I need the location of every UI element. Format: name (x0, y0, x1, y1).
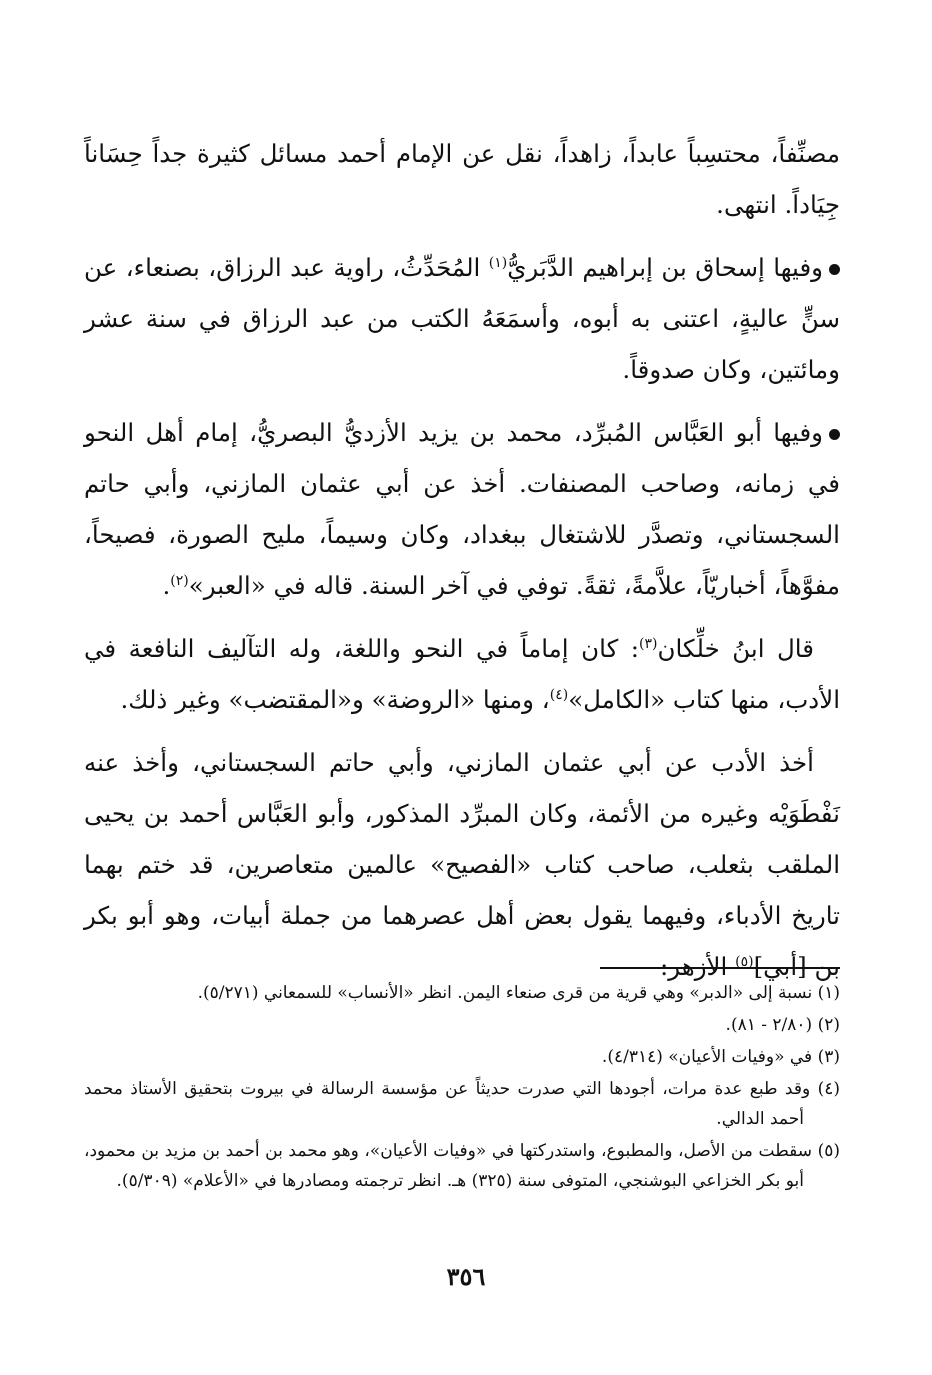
footnote-2: (٢) (٢/٨٠ - ٨١). (725, 1015, 840, 1035)
footnotes (84, 978, 840, 1198)
paragraph-3-text-a: وفيها أبو العَبَّاس المُبرِّد، محمد بن يزيد الأزديُّ البصريُّ، إمام أهل النحو في زمانه، وصاحب المصنفات. أخذ عن أبي عثمان المازني، وأبي حاتم السجستاني، وتصدَّر للاشتغال ببغداد، وكان وسيماً، مليح الصورة، فصيحاً، مفوَّهاً، أخباريّاً، علاَّمةً، ثقةً. توفي في آخر السنة. قاله في «العبر» (84, 418, 840, 600)
footnote-ref-1[interactable]: (١) (488, 254, 508, 271)
footnote-ref-4[interactable]: (٤) (549, 686, 569, 703)
paragraph-2 (84, 242, 840, 395)
footnote-ref-5[interactable]: (٥) (735, 953, 754, 970)
paragraph-2-text-b: المُحَدِّثُ، راوية عبد الرزاق، بصنعاء، عن سنٍّ عاليةٍ، اعتنى به أبوه، وأسمَعَهُ الكتب من عبد الرزاق في سنة عشر ومائتين، وكان صدوقاً. (84, 253, 840, 384)
footnote-1: (١) نسبة إلى «الدبر» وهي قرية من قرى صنعاء اليمن. انظر «الأنساب» للسمعاني (٥/٢٧١). (197, 983, 840, 1003)
footnote-3: (٣) في «وفيات الأعيان» (٤/٣١٤). (601, 1047, 840, 1067)
main-text (84, 128, 840, 1004)
paragraph-3-text-b: . (162, 571, 171, 600)
bullet-icon (829, 264, 840, 275)
footnote-4: (٤) وقد طبع عدة مرات، أجودها التي صدرت حديثاً عن مؤسسة الرسالة في بيروت بتحقيق الأستاذ محمد أحمد الدالي. (84, 1079, 840, 1129)
footnote-5: (٥) سقطت من الأصل، والمطبوع، واستدركتها في «وفيات الأعيان»، وهو محمد بن أحمد بن مزيد بن محمود، أبو بكر الخزاعي البوشنجي، المتوفى سنة (٣٢٥) هـ. انظر ترجمته ومصادرها في «الأعلام» (٥/٣٠٩). (84, 1141, 840, 1191)
page-number: ٣٥٦ (446, 1262, 486, 1291)
footnote-divider (600, 967, 840, 969)
footnote-ref-2[interactable]: (٢) (170, 572, 189, 589)
paragraph-4-text-c: ، ومنها «الروضة» و«المقتضب» وغير ذلك. (120, 685, 550, 714)
paragraph-4-text-a: قال ابنُ خلِّكان (657, 634, 814, 663)
paragraph-1-text: مصنِّفاً، محتسِباً عابداً، زاهداً، نقل عن الإمام أحمد مسائل كثيرة جداً حِسَاناً جِيَاداً. انتهى. (84, 139, 840, 219)
paragraph-2-text-a: وفيها إسحاق بن إبراهيم الدَّبَريُّ (507, 253, 823, 282)
paragraph-1 (84, 128, 840, 230)
footnote-ref-3[interactable]: (٣) (639, 635, 658, 652)
paragraph-3 (84, 407, 840, 611)
paragraph-4-text-b: : كان إماماً في النحو واللغة، وله التآليف النافعة في الأدب، منها كتاب «الكامل» (84, 634, 840, 714)
paragraph-5-text-b: الأزهر: (660, 952, 736, 981)
paragraph-5 (84, 737, 840, 992)
bullet-icon (829, 429, 840, 440)
paragraph-4 (84, 623, 840, 725)
paragraph-5-text-a: أخذ الأدب عن أبي عثمان المازني، وأبي حاتم السجستاني، وأخذ عنه نَفْطَوَيْه وغيره من الأئمة، وكان المبرِّد المذكور، وأبو العَبَّاس أحمد بن يحيى الملقب بثعلب، صاحب كتاب «الفصيح» عالمين متعاصرين، قد ختم بهما تاريخ الأدباء، وفيهما يقول بعض أهل عصرهما من جملة أبيات، وهو أبو بكر بن [أبي] (84, 748, 840, 981)
